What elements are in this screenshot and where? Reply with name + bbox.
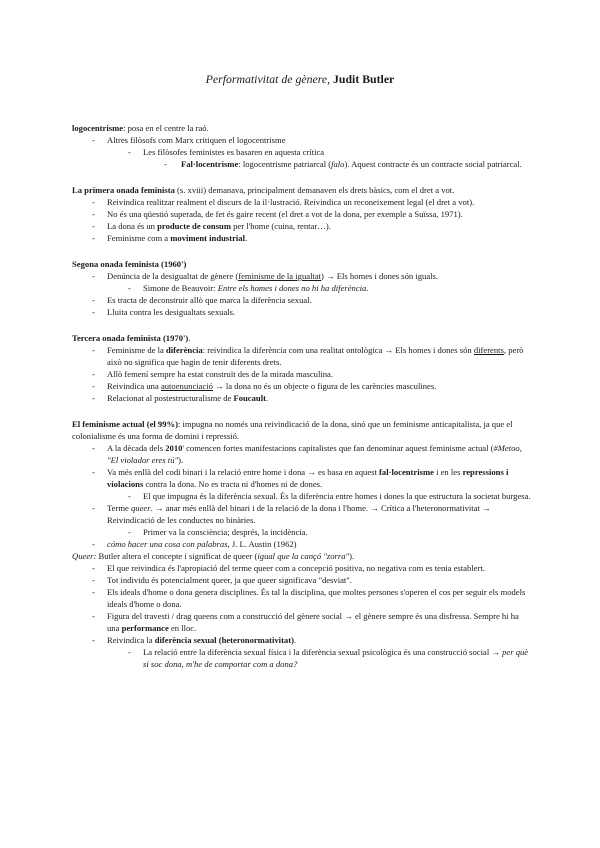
list-item: - Simone de Beauvoir: Entre els homes i dones no hi ha diferència. [72,282,532,294]
list-item: - El que reivindica és l'apropiació del terme queer com a concepció positiva, no negativa com es tenia establert. [72,562,532,574]
list-item: - La dona és un producte de consum per l'home (cuina, rentar…). [72,220,532,232]
logocentrisme-definition: logocentrisme: posa en el centre la raó. [72,123,209,133]
section-heading-feminisme-actual: El feminisme actual (el 99%): impugna no només una reivindicació de la dona, sinó que un feminisme anticapitalista, ja que el colonialisme és una forma de domini i repressió. [72,419,513,441]
title-italic: Performativitat de gènere, [205,72,331,86]
list-item: - Es tracta de deconstruir allò que marca la diferència sexual. [72,294,532,306]
list-item: - La relació entre la diferència sexual física i la diferència sexual psicològica és una construcció social → per què si soc dona, m'he de comportar com a dona? [72,646,532,670]
queer-intro: Queer: Butler altera el concepte i significat de queer (igual que la cançó "zorra"). [72,551,355,561]
list-item: - El que impugna és la diferència sexual. És la diferència entre homes i dones la que estructura la societat burgesa. [72,490,532,502]
list-item: - Els ideals d'home o dona genera disciplines. És tal la disciplina, que moltes persones s'operen el cos per seguir els models ideals d'home o dona. [72,586,532,610]
document-title [0,72,600,86]
list-item: - Relacionat al postestructuralisme de Foucault. [72,392,532,404]
document-body [72,122,532,670]
section-heading-tercera-onada: Tercera onada feminista (1970'). [72,333,191,343]
list-item: - No és una qüestió superada, de fet és gaire recent (el dret a vot de la dona, per exemple a Suïssa, 1971). [72,208,532,220]
title-author: Judit Butler [333,72,395,86]
list-item: - Figura del travesti / drag queens com a construcció del gènere social → el gènere sempre és una disfressa. Sempre hi ha una performance en lloc. [72,610,532,634]
list-item: - Reivindica realitzar realment el discurs de la il·lustració. Reivindica un reconeixement legal (el dret a vot). [72,196,532,208]
section-heading-primera-onada: La primera onada feminista (s. xviii) demanava, principalment demanaven els drets bàsics, com el dret a vot. [72,185,455,195]
list-item: - Denúncia de la desigualtat de gènere (feminisme de la igualtat) → Els homes i dones són iguals. [72,270,532,282]
list-item: - cómo hacer una cosa con palabras, J. L. Austin (1962) [72,538,532,550]
term-queer: Queer: [72,551,97,561]
list-item: - Primer va la consciència; després, la incidència. [72,526,532,538]
section-heading-segona-onada: Segona onada feminista (1960') [72,259,187,269]
list-item: - Lluita contra les desigualtats sexuals. [72,306,532,318]
list-item: - Tot individu és potencialment queer, ja que queer significava "desviat". [72,574,532,586]
list-item: - Les filòsofes feministes es basaren en aquesta crítica [72,146,532,158]
list-item: - Reivindica una autoenunciació → la dona no és un objecte o figura de les carències masculines. [72,380,532,392]
list-item: - Reivindica la diferència sexual (heteronormativitat). [72,634,532,646]
list-item: - A la dècada dels 2010' comencen fortes manifestacions capitalistes que fan denominar aquest feminisme actual (#Metoo, "El violador eres tú"). [72,442,532,466]
list-item: - Feminisme com a moviment industrial. [72,232,532,244]
list-item: - Terme queer. → anar més enllà del binari i de la relació de la dona i l'home. → Crítica a l'heteronormativitat → Reivindicació de les conductes no binàries. [72,502,532,526]
list-item: - Altres filòsofs com Marx critiquen el logocentrisme [72,134,532,146]
list-item: - Feminisme de la diferència: reivindica la diferència com una realitat ontològica → Els homes i dones són diferents, però això no significa que hagin de tenir diferents drets. [72,344,532,368]
list-item: - Va més enllà del codi binari i la relació entre home i dona → es basa en aquest fal·locentrisme i en les repressions i violacions contra la dona. No es tracta ni d'homes ni de dones. [72,466,532,490]
term-logocentrisme: logocentrisme [72,123,124,133]
list-item: - Fal·locentrisme: logocentrisme patriarcal (falo). Aquest contracte és un contracte social patriarcal. [72,158,532,170]
list-item: - Allò femení sempre ha estat construït des de la mirada masculina. [72,368,532,380]
